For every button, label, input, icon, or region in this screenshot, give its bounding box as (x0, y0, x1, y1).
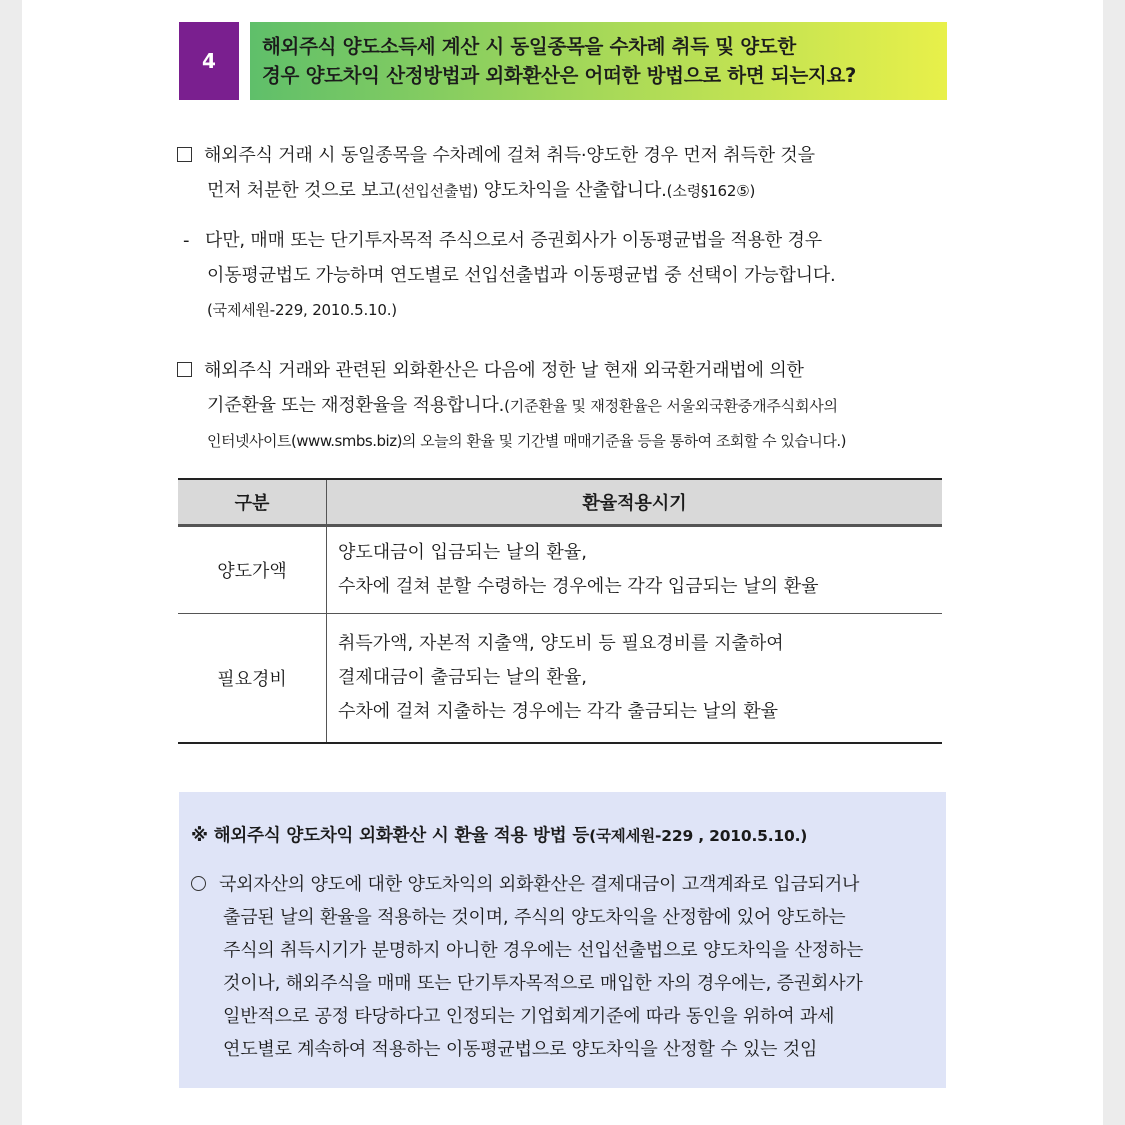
table-cell (327, 614, 943, 744)
paragraph-moving-average (177, 223, 957, 328)
paragraph-line (177, 138, 957, 173)
note-line: 것이나, 해외주식을 매매 또는 단기투자목적으로 매입한 자의 경우에는, 증권회사가 (223, 973, 863, 994)
paragraph-line (177, 424, 957, 459)
note-line: 일반적으로 공정 타당하다고 인정되는 기업회계기준에 따라 동인을 위하여 과세 (223, 1006, 835, 1027)
paragraph-exchange-rate (177, 353, 957, 459)
question-title-line: 해외주식 양도소득세 계산 시 동일종목을 수차례 취득 및 양도한 (262, 35, 796, 58)
paragraph-line (177, 293, 957, 328)
paragraph-line (177, 353, 957, 388)
legal-reference: (소령§162⑤) (666, 182, 756, 200)
checkbox-square-icon (177, 362, 192, 377)
paragraph-small-text: (기준환율 및 재정환율은 서울외국환중개주식회사의 (504, 397, 838, 415)
paragraph-line (177, 388, 957, 424)
table-row (178, 526, 942, 614)
dash-bullet: - (183, 230, 190, 251)
paragraph-small-text: 인터넷사이트(www.smbs.biz)의 오늘의 환율 및 기간별 매매기준율 등을 통하여 조회할 수 있습니다.) (207, 432, 846, 450)
table-cell-line: 양도대금이 입금되는 날의 환율, (338, 542, 587, 563)
paragraph-small-text: (선입선출법) (395, 182, 479, 200)
paragraph-text: 먼저 처분한 것으로 보고 (207, 180, 396, 201)
paragraph-line (177, 258, 957, 293)
paragraph-text: 양도차익을 산출합니다. (478, 180, 667, 201)
note-title-reference: (국제세원-229 , 2010.5.10.) (589, 827, 808, 845)
question-title-line: 경우 양도차익 산정방법과 외화환산은 어떠한 방법으로 하면 되는지요? (262, 64, 857, 87)
paragraph-line (177, 223, 957, 258)
exchange-rate-table (178, 478, 942, 744)
table-cell-line: 결제대금이 출금되는 날의 환율, (338, 667, 587, 688)
note-title-text: ※ 해외주식 양도차익 외화환산 시 환율 적용 방법 등 (191, 826, 590, 846)
ruling-note-box (179, 792, 946, 1088)
note-line (191, 868, 941, 901)
paragraph-fifo (177, 138, 957, 209)
table-row-label: 양도가액 (178, 526, 327, 614)
table-header-timing: 환율적용시기 (327, 479, 943, 526)
table-cell-line: 수차에 걸쳐 분할 수령하는 경우에는 각각 입금되는 날의 환율 (338, 576, 819, 597)
note-line: 주식의 취득시기가 분명하지 아니한 경우에는 선입선출법으로 양도차익을 산정하는 (223, 940, 864, 961)
table-cell (327, 526, 943, 614)
paragraph-text: 이동평균법도 가능하며 연도별로 선입선출법과 이동평균법 중 선택이 가능합니다. (207, 265, 836, 286)
question-number: 4 (202, 49, 216, 73)
paragraph-text: 해외주식 거래와 관련된 외화환산은 다음에 정한 날 현재 외국환거래법에 의한 (204, 360, 804, 381)
circle-bullet-icon (191, 876, 206, 891)
table-cell-line: 수차에 걸쳐 지출하는 경우에는 각각 출금되는 날의 환율 (338, 701, 778, 722)
question-number-badge (179, 22, 239, 100)
table-header-category: 구분 (178, 479, 327, 526)
note-title (191, 822, 807, 847)
document-page (22, 0, 1103, 1125)
paragraph-line (177, 173, 957, 209)
legal-reference: (국제세원-229, 2010.5.10.) (207, 301, 397, 319)
note-body (191, 868, 941, 1066)
paragraph-text: 다만, 매매 또는 단기투자목적 주식으로서 증권회사가 이동평균법을 적용한 경우 (205, 230, 822, 251)
paragraph-text: 기준환율 또는 재정환율을 적용합니다. (207, 395, 505, 416)
note-line: 출금된 날의 환율을 적용하는 것이며, 주식의 양도차익을 산정함에 있어 양도하는 (223, 907, 846, 928)
paragraph-text: 해외주식 거래 시 동일종목을 수차례에 걸쳐 취득·양도한 경우 먼저 취득한 것을 (204, 145, 815, 166)
table-cell-line: 취득가액, 자본적 지출액, 양도비 등 필요경비를 지출하여 (338, 633, 784, 654)
note-line: 연도별로 계속하여 적용하는 이동평균법으로 양도차익을 산정할 수 있는 것임 (223, 1039, 818, 1060)
question-title-box (250, 22, 947, 100)
table-header-row (178, 479, 942, 526)
table-row (178, 614, 942, 744)
table-row-label: 필요경비 (178, 614, 327, 744)
note-text: 국외자산의 양도에 대한 양도차익의 외화환산은 결제대금이 고객계좌로 입금되거나 (219, 874, 860, 895)
checkbox-square-icon (177, 147, 192, 162)
